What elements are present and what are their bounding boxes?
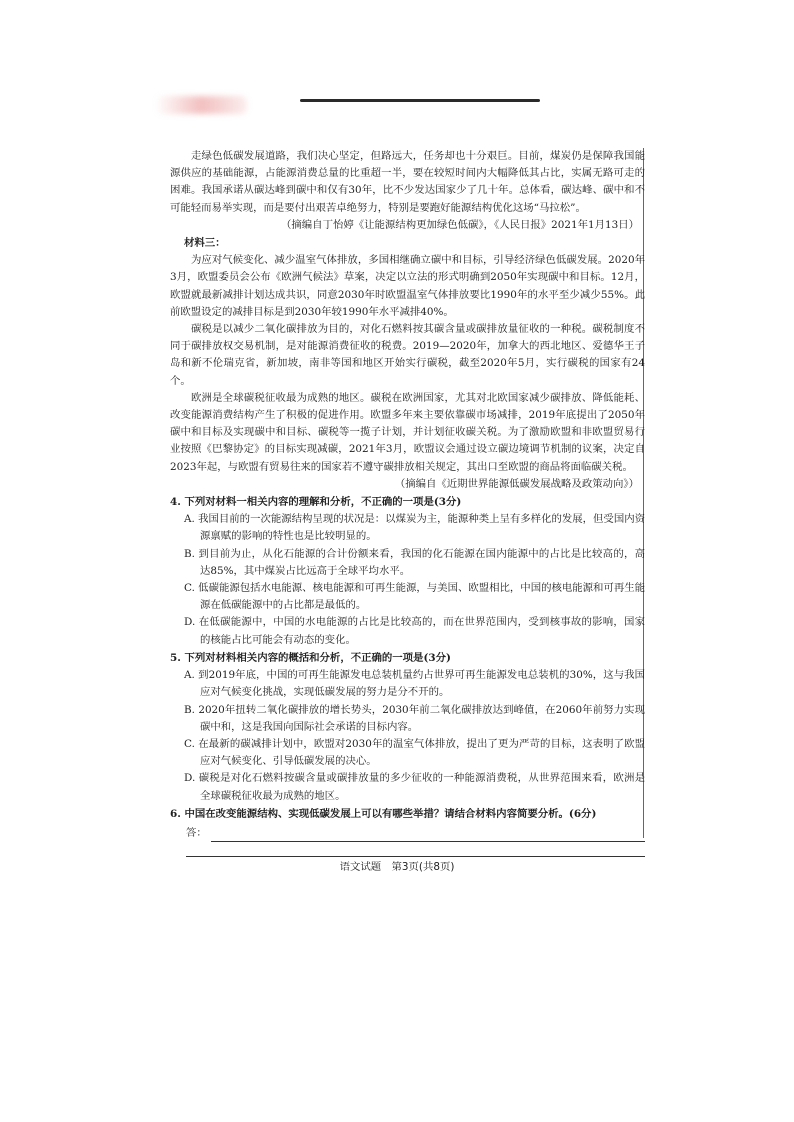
exam-page-body [170,148,645,857]
question-4-stem: 4. 下列对材料一相关内容的理解和分析，不正确的一项是(3分) [170,496,462,509]
material-3-paragraph-1: 为应对气候变化、减少温室气体排放，多国相继确立碳中和目标，引导经济绿色低碳发展。2020年3月，欧盟委员会公布《欧洲气候法》草案，决定以立法的形式明确到2050年实现碳中和目标。12月，欧盟就最新减排计划达成共识，同意2030年时欧盟温室气体排放要比1990年的水平至少减少55%。此前欧盟设定的减排目标是到2030年较1990年水平减排40%。 [170,254,645,318]
answer-label: 答： [186,826,207,839]
source-citation-2: （摘编自《近期世界能源低碳发展战略及政策动向》） [394,477,639,490]
material-3-label: 材料三： [184,237,226,250]
answer-line-2[interactable] [186,846,645,857]
question-4-option-d: D. 在低碳能源中，中国的水电能源的占比是比较高的，而在世界范围内，受到核事故的影响，国家的核能占比可能会有动态的变化。 [184,616,645,646]
question-4-option-a: A. 我国目前的一次能源结构呈现的状况是：以煤炭为主，能源种类上呈有多样化的发展，但受国内资源禀赋的影响的特性也是比较明显的。 [184,513,645,543]
material-3-paragraph-3: 欧洲是全球碳税征收最为成熟的地区。碳税在欧洲国家，尤其对北欧国家减少碳排放、降低能耗、改变能源消费结构产生了积极的促进作用。欧盟多年来主要依靠碳市场减排，2019年底提出了2050年碳中和目标及实现碳中和目标、碳税等一揽子计划，并计划征收碳关税。为了激励欧盟和非欧盟贸易行业按照《巴黎协定》的目标实现减碳，2021年3月，欧盟议会通过设立碳边境调节机制的议案，决定自2023年起，与欧盟有贸易往来的国家若不遵守碳排放相关规定，其出口至欧盟的商品将面临碳关税。 [170,391,645,473]
answer-line-1[interactable] [211,829,645,842]
question-6-stem: 6. 中国在改变能源结构、实现低碳发展上可以有哪些举措？请结合材料内容简要分析。(6分) [170,807,597,820]
top-rule [300,99,540,102]
question-4-option-c: C. 低碳能源包括水电能源、核电能源和可再生能源，与美国、欧盟相比，中国的核电能源和可再生能源在低碳能源中的占比都是最低的。 [184,582,645,612]
question-5-option-b: B. 2020年扭转二氧化碳排放的增长势头，2030年前二氧化碳排放达到峰值，在2060年前努力实现碳中和，这是我国向国际社会承诺的目标内容。 [184,703,645,733]
red-smudge [155,96,247,114]
page-footer: 语文试题 第3页(共8页) [339,861,455,873]
question-5-option-a: A. 到2019年底，中国的可再生能源发电总装机量约占世界可再生能源发电总装机的30%，这与我国应对气候变化挑战，实现低碳发展的努力是分不开的。 [184,669,645,699]
question-5-option-c: C. 在最新的碳减排计划中，欧盟对2030年的温室气体排放，提出了更为严苛的目标，这表明了欧盟应对气候变化、引导低碳发展的决心。 [184,737,645,768]
answer-area[interactable] [186,825,645,842]
question-5-option-d: D. 碳税是对化石燃料按碳含量或碳排放量的多少征收的一种能源消费税，从世界范围来看，欧洲是全球碳税征收最为成熟的地区。 [184,772,645,802]
question-5-stem: 5. 下列对材料相关内容的概括和分析，不正确的一项是(3分) [170,651,451,664]
source-citation-1: （摘编自丁怡婷《让能源结构更加绿色低碳》，《人民日报》2021年1月13日） [281,218,639,231]
intro-paragraph: 走绿色低碳发展道路，我们决心坚定，但路远大，任务却也十分艰巨。目前，煤炭仍是保障我国能源供应的基础能源，占能源消费总量的比重超一半，要在较短时间内大幅降低其占比，实属无路可走的困难。我国承诺从碳达峰到碳中和仅有30年，比不少发达国家少了几十年。总体看，碳达峰、碳中和不可能轻而易举实现，而是要付出艰苦卓绝努力，特别是要跑好能源结构优化这场“马拉松”。 [170,150,645,214]
material-3-paragraph-2: 碳税是以减少二氧化碳排放为目的，对化石燃料按其碳含量或碳排放量征收的一种税。碳税制度不同于碳排放权交易机制，是对能源消费征收的税费。2019—2020年，加拿大的西北地区、爱德华王子岛和新不伦瑞克省，新加坡，南非等国和地区开始实行碳税，截至2020年5月，实行碳税的国家有24个。 [170,323,645,387]
question-4-option-b: B. 到目前为止，从化石能源的合计份额来看，我国的化石能源在国内能源中的占比是比较高的，高达85%，其中煤炭占比远高于全球平均水平。 [184,547,645,577]
